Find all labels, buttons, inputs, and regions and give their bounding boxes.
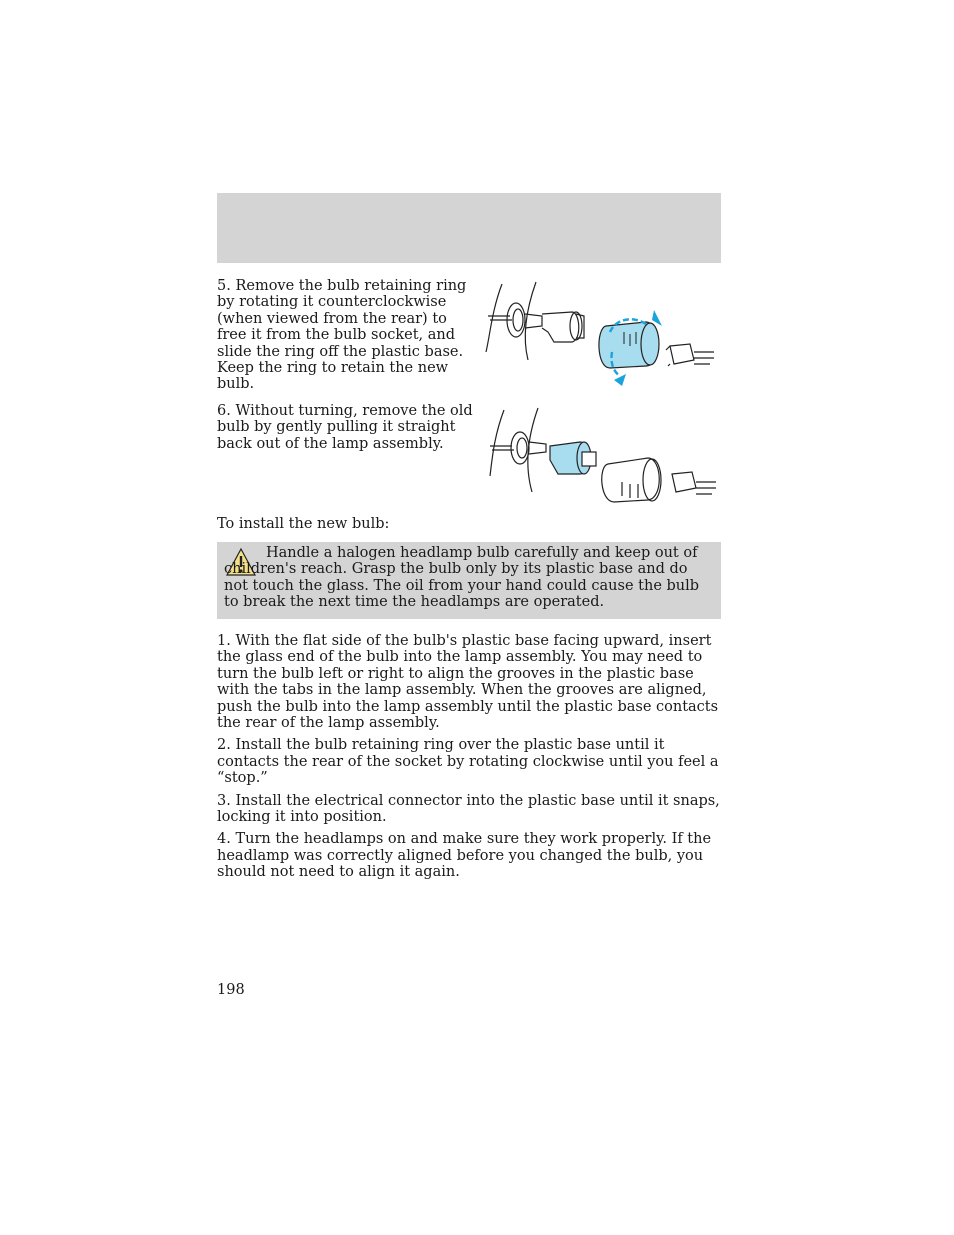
page-number: 198 bbox=[217, 982, 245, 998]
install-step-4: 4. Turn the headlamps on and make sure they work properly. If the headlamp was correctly aligned before you changed the bulb, you should not need to align it again. bbox=[217, 831, 712, 881]
section-header-band bbox=[217, 193, 721, 263]
bulb-highlight bbox=[550, 442, 596, 474]
install-heading: To install the new bulb: bbox=[217, 516, 390, 532]
retaining-ring-removal-illustration bbox=[484, 280, 722, 388]
install-step-3: 3. Install the electrical connector into the plastic base until it snaps, locking it into position. bbox=[217, 792, 720, 826]
install-steps bbox=[217, 633, 721, 887]
warning-box bbox=[217, 542, 721, 619]
bulb-removal-illustration bbox=[484, 406, 722, 504]
install-step-2: 2. Install the bulb retaining ring over the plastic base until it contacts the rear of the socket by rotating clockwise until you feel a “stop.” bbox=[217, 737, 719, 787]
step-6-text: 6. Without turning, remove the old bulb by gently pulling it straight back out of the lamp assembly. bbox=[217, 403, 473, 452]
install-step-1: 1. With the flat side of the bulb's plastic base facing upward, insert the glass end of the bulb into the lamp assembly. You may need to turn the bulb left or right to align the grooves in the plastic base with the tabs in the lamp assembly. When the grooves are aligned, push the bulb into the lamp assembly until the plastic base contacts the rear of the lamp assembly. bbox=[217, 633, 719, 732]
step-5-text: 5. Remove the bulb retaining ring by rotating it counterclockwise (when viewed from the rear) to free it from the bulb socket, and slide the ring off the plastic base. Keep the ring to retain the new bulb. bbox=[217, 278, 467, 393]
warning-text: Handle a halogen headlamp bulb carefully and keep out of children's reach. Grasp the bulb only by its plastic base and do not touch the glass. The oil from your hand could cause the bulb to break the next time the headlamps are operated. bbox=[224, 545, 700, 611]
retaining-ring-highlight bbox=[599, 322, 659, 368]
